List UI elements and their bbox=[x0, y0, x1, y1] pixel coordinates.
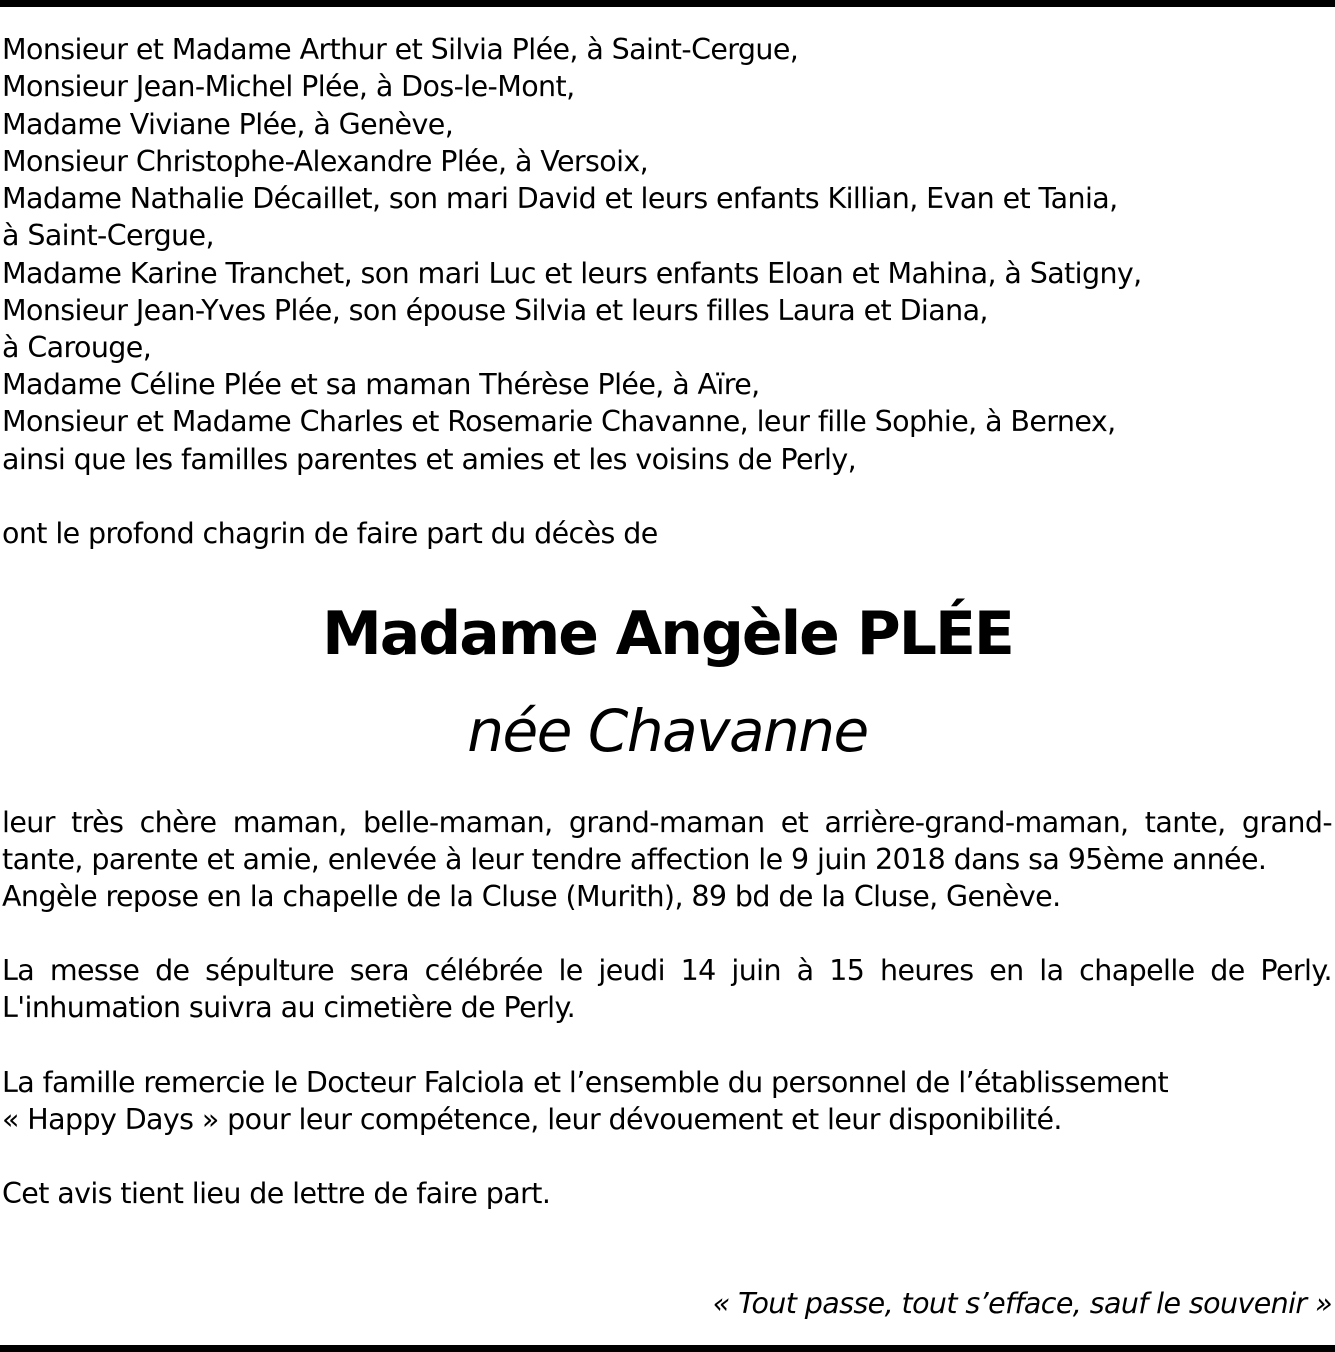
description-line: leur très chère maman, belle-maman, grand-maman et arrière-grand-maman, tante, grand- bbox=[2, 806, 1332, 839]
thanks-line: La famille remercie le Docteur Falciola et l’ensemble du personnel de l’établissement bbox=[2, 1066, 1169, 1099]
family-line: Madame Nathalie Décaillet, son mari David et leurs enfants Killian, Evan et Tania, bbox=[2, 182, 1118, 215]
top-border-rule bbox=[0, 0, 1335, 7]
announcement-text: ont le profond chagrin de faire part du décès de bbox=[2, 517, 658, 550]
family-line: Madame Karine Tranchet, son mari Luc et leurs enfants Eloan et Mahina, à Satigny, bbox=[2, 257, 1142, 290]
family-line: Monsieur et Madame Arthur et Silvia Plée, à Saint-Cergue, bbox=[2, 33, 799, 66]
description-line: tante, parente et amie, enlevée à leur tendre affection le 9 juin 2018 dans sa 95ème année. bbox=[2, 843, 1267, 876]
ceremony-line: La messe de sépulture sera célébrée le jeudi 14 juin à 15 heures en la chapelle de Perly. bbox=[2, 954, 1332, 987]
family-line: Monsieur et Madame Charles et Rosemarie Chavanne, leur fille Sophie, à Bernex, bbox=[2, 405, 1116, 438]
ceremony-line: L'inhumation suivra au cimetière de Perly. bbox=[2, 991, 576, 1024]
family-line: Monsieur Jean-Yves Plée, son épouse Silvia et leurs filles Laura et Diana, bbox=[2, 294, 988, 327]
family-line: Madame Céline Plée et sa maman Thérèse Plée, à Aïre, bbox=[2, 368, 760, 401]
family-line: ainsi que les familles parentes et amies et les voisins de Perly, bbox=[2, 443, 857, 476]
description-line: Angèle repose en la chapelle de la Cluse (Murith), 89 bd de la Cluse, Genève. bbox=[2, 880, 1061, 913]
bottom-border-rule bbox=[0, 1345, 1335, 1352]
notice-text: Cet avis tient lieu de lettre de faire part. bbox=[2, 1177, 551, 1210]
deceased-name: Madame Angèle PLÉE bbox=[322, 599, 1013, 669]
family-line: à Carouge, bbox=[2, 331, 152, 364]
thanks-line: « Happy Days » pour leur compétence, leur dévouement et leur disponibilité. bbox=[2, 1103, 1062, 1136]
family-line: Monsieur Christophe-Alexandre Plée, à Versoix, bbox=[2, 145, 649, 178]
family-line: Monsieur Jean-Michel Plée, à Dos-le-Mont, bbox=[2, 70, 575, 103]
closing-quote: « Tout passe, tout s’efface, sauf le souvenir » bbox=[712, 1287, 1332, 1320]
family-line: à Saint-Cergue, bbox=[2, 219, 214, 252]
family-line: Madame Viviane Plée, à Genève, bbox=[2, 108, 454, 141]
deceased-maiden-name: née Chavanne bbox=[467, 697, 868, 765]
